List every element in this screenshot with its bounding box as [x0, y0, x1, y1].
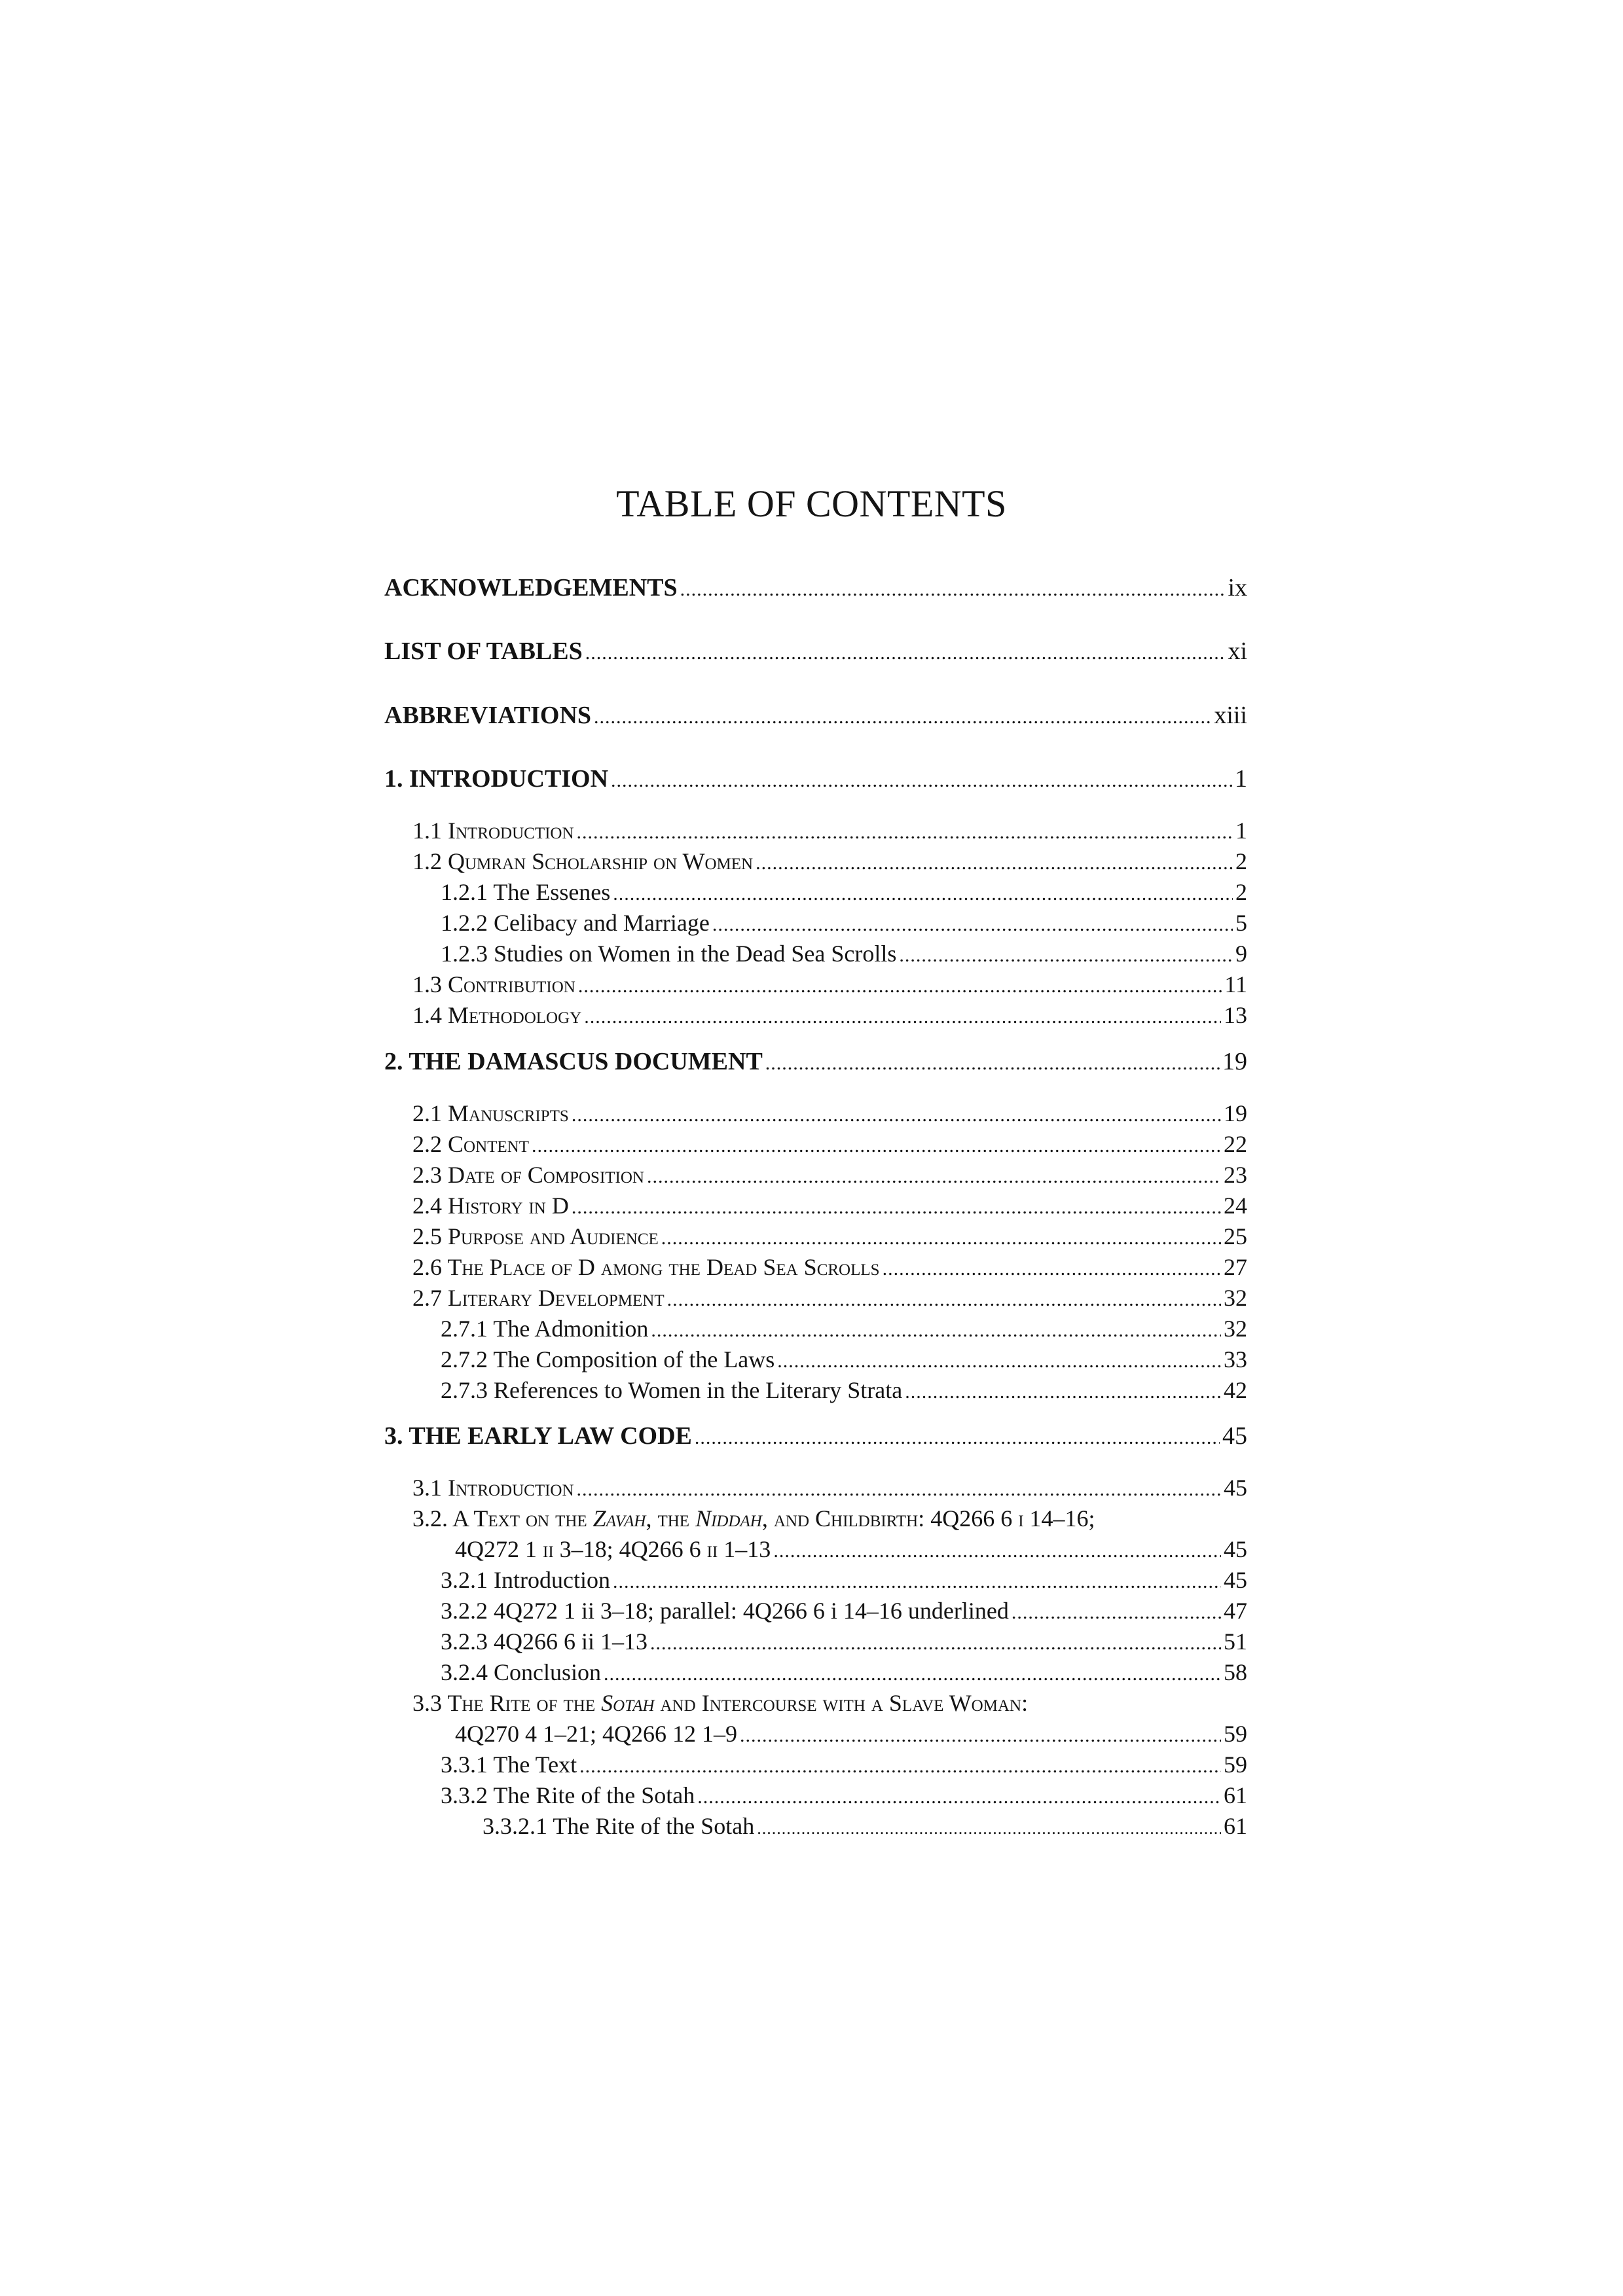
dot-leader: [650, 1628, 1221, 1659]
toc-entry-title: 1.2.3 Studies on Women in the Dead Sea Scrolls: [441, 941, 897, 967]
dot-leader: [584, 1002, 1221, 1032]
toc-entry-title: 1.4 Methodology: [412, 1002, 582, 1028]
toc-entry-title: 3.2.3 4Q266 6 ii 1–13: [441, 1628, 648, 1655]
toc-page-number: 33: [1224, 1346, 1247, 1372]
toc-entry-3-3-2[interactable]: [441, 1780, 1247, 1810]
dot-leader: [572, 1193, 1221, 1223]
toc-entry-title: 1.2.1 The Essenes: [441, 879, 611, 905]
toc-entry-3-2-title[interactable]: [412, 1503, 1095, 1534]
toc-page-number: 1: [1235, 817, 1247, 844]
toc-entry-title-part: , the: [646, 1505, 696, 1532]
toc-page-number: 45: [1224, 1567, 1247, 1593]
toc-entry-1-2-2[interactable]: [441, 908, 1247, 938]
toc-entry-title-part: 3.2. A Text on the: [412, 1505, 593, 1532]
dot-leader: [777, 1346, 1221, 1376]
toc-entry-title: 2. THE DAMASCUS DOCUMENT: [384, 1048, 763, 1075]
toc-entry-title: 3.1 Introduction: [412, 1475, 574, 1501]
toc-entry-1-4[interactable]: [412, 1000, 1247, 1030]
toc-entry-list-of-tables[interactable]: [384, 636, 1247, 667]
toc-entry-title-italic: Niddah: [695, 1505, 762, 1532]
toc-page-number: 13: [1224, 1002, 1247, 1028]
toc-entry-title: 4Q270 4 1–21; 4Q266 12 1–9: [455, 1721, 737, 1747]
toc-entry-acknowledgements[interactable]: [384, 572, 1247, 603]
toc-page-number: 61: [1224, 1782, 1247, 1808]
dot-leader: [712, 910, 1233, 940]
toc-entry-title: 4Q272 1 ii 3–18; 4Q266 6 ii 1–13: [455, 1536, 771, 1562]
toc-entry-title: 3.3.1 The Text: [441, 1751, 577, 1778]
toc-entry-title: 2.7.2 The Composition of the Laws: [441, 1346, 775, 1372]
toc-entry-chapter-1[interactable]: [384, 763, 1247, 795]
toc-entry-title-part: , and Childbirth: 4Q266 6 i 14–16;: [761, 1505, 1095, 1532]
toc-page-number: 23: [1224, 1162, 1247, 1188]
toc-page-number: 51: [1224, 1628, 1247, 1655]
toc-entry-title: 2.5 Purpose and Audience: [412, 1223, 659, 1249]
toc-entry-title: LIST OF TABLES: [384, 637, 583, 665]
toc-entry-3-2-1[interactable]: [441, 1565, 1247, 1595]
toc-entry-chapter-2[interactable]: [384, 1046, 1247, 1077]
toc-page-number: 47: [1224, 1598, 1247, 1624]
toc-entry-title: 2.4 History in D: [412, 1193, 569, 1219]
toc-entry-title: ACKNOWLEDGEMENTS: [384, 574, 678, 601]
toc-entry-2-4[interactable]: [412, 1191, 1247, 1221]
toc-page-number: 45: [1222, 1422, 1247, 1450]
toc-page-number: 25: [1224, 1223, 1247, 1249]
toc-page-number: 59: [1224, 1751, 1247, 1778]
toc-page-number: 11: [1224, 971, 1247, 997]
toc-entry-title: 2.7 Literary Development: [412, 1285, 665, 1311]
toc-entry-1-3[interactable]: [412, 969, 1247, 999]
toc-page-number: 61: [1224, 1813, 1247, 1839]
toc-entry-1-2-1[interactable]: [441, 877, 1247, 907]
toc-entry-1-2-3[interactable]: [441, 939, 1247, 969]
dot-leader: [532, 1131, 1221, 1161]
toc-entry-title: 1.2.2 Celibacy and Marriage: [441, 910, 710, 936]
dot-leader: [697, 1782, 1221, 1812]
toc-entry-title: 3.3.2.1 The Rite of the Sotah: [483, 1813, 755, 1839]
toc-page-number: 24: [1224, 1193, 1247, 1219]
toc-entry-2-2[interactable]: [412, 1129, 1247, 1159]
toc-entry-title: 2.7.3 References to Women in the Literary Strata: [441, 1377, 903, 1403]
dot-leader: [611, 765, 1232, 797]
toc-entry-title: 3.2.2 4Q272 1 ii 3–18; parallel: 4Q266 6 i 14–16 underlined: [441, 1598, 1009, 1624]
dot-leader: [572, 1100, 1221, 1130]
toc-page-number: 5: [1235, 910, 1247, 936]
toc-page-number: 2: [1235, 848, 1247, 874]
toc-entry-title: 2.3 Date of Composition: [412, 1162, 644, 1188]
toc-entry-title: 1.2 Qumran Scholarship on Women: [412, 848, 754, 874]
toc-page-number: 2: [1235, 879, 1247, 905]
dot-leader: [756, 848, 1233, 878]
toc-entry-1-1[interactable]: [412, 816, 1247, 846]
dot-leader: [577, 1475, 1221, 1505]
dot-leader: [883, 1254, 1221, 1284]
dot-leader: [613, 879, 1233, 909]
toc-entry-title-italic: Sotah: [601, 1690, 655, 1716]
toc-entry-title: 3.3.2 The Rite of the Sotah: [441, 1782, 695, 1808]
toc-entry-2-6[interactable]: [412, 1252, 1247, 1282]
toc-entry-2-7-2[interactable]: [441, 1344, 1247, 1374]
toc-entry-title: 2.7.1 The Admonition: [441, 1316, 649, 1342]
toc-entry-2-7[interactable]: [412, 1283, 1247, 1313]
toc-entry-title-part: and Intercourse with a Slave Woman:: [654, 1690, 1029, 1716]
dot-leader: [773, 1536, 1221, 1566]
toc-entry-abbreviations[interactable]: [384, 700, 1247, 731]
toc-entry-2-5[interactable]: [412, 1221, 1247, 1251]
dot-leader: [579, 1751, 1221, 1782]
dot-leader: [647, 1162, 1221, 1192]
toc-page-number: xi: [1228, 637, 1247, 665]
toc-page-number: 9: [1235, 941, 1247, 967]
toc-page-number: 32: [1224, 1285, 1247, 1311]
toc-page-number: 45: [1224, 1475, 1247, 1501]
toc-page-number: 27: [1224, 1254, 1247, 1280]
toc-page-number: 22: [1224, 1131, 1247, 1157]
toc-page-number: 45: [1224, 1536, 1247, 1562]
toc-entry-chapter-3[interactable]: [384, 1420, 1247, 1452]
toc-entry-title: 1.3 Contribution: [412, 971, 575, 997]
toc-entry-3-2-4[interactable]: [441, 1657, 1247, 1687]
toc-entry-title-part: 3.3 The Rite of the: [412, 1690, 602, 1716]
dot-leader: [613, 1567, 1221, 1597]
toc-entry-2-7-1[interactable]: [441, 1314, 1247, 1344]
toc-entry-2-1[interactable]: [412, 1098, 1247, 1128]
toc-entry-title: 2.6 The Place of D among the Dead Sea Scrolls: [412, 1254, 880, 1280]
toc-page-number: 32: [1224, 1316, 1247, 1342]
toc-page-number: ix: [1228, 574, 1247, 601]
toc-page-number: 58: [1224, 1659, 1247, 1685]
dot-leader: [695, 1422, 1220, 1454]
toc-entry-title: ABBREVIATIONS: [384, 702, 592, 729]
toc-page-number: 19: [1222, 1048, 1247, 1075]
toc-entry-title: 1. INTRODUCTION: [384, 765, 609, 793]
toc-entry-3-3[interactable]: [455, 1719, 1247, 1749]
toc-entry-3-2-2[interactable]: [441, 1596, 1247, 1626]
dot-leader: [905, 1377, 1221, 1407]
dot-leader: [585, 637, 1226, 669]
dot-leader: [899, 941, 1233, 971]
toc-entry-2-7-3[interactable]: [441, 1375, 1247, 1405]
toc-entry-title: 3.2.4 Conclusion: [441, 1659, 602, 1685]
toc-page-number: 19: [1224, 1100, 1247, 1126]
toc-entry-title-italic: Zavah: [593, 1505, 646, 1532]
toc-entry-title: 1.1 Introduction: [412, 817, 574, 844]
dot-leader: [578, 971, 1222, 1001]
dot-leader: [1012, 1598, 1221, 1628]
dot-leader: [594, 702, 1211, 733]
dot-leader: [577, 817, 1233, 848]
toc-entry-1-2[interactable]: [412, 846, 1247, 876]
toc-entry-title: 2.2 Content: [412, 1131, 529, 1157]
dot-leader: [667, 1285, 1221, 1315]
toc-entry-3-3-title[interactable]: [412, 1688, 1028, 1718]
toc-entry-title: 3.2.1 Introduction: [441, 1567, 610, 1593]
page-title: TABLE OF CONTENTS: [616, 482, 1007, 525]
dot-leader: [740, 1721, 1221, 1751]
dot-leader: [604, 1659, 1221, 1689]
toc-entry-3-3-1[interactable]: [441, 1749, 1247, 1780]
toc-entry-3-2-3[interactable]: [441, 1626, 1247, 1657]
toc-page-number: 59: [1224, 1721, 1247, 1747]
toc-entry-title: 3. THE EARLY LAW CODE: [384, 1422, 692, 1450]
dot-leader: [765, 1048, 1220, 1079]
dot-leader: [680, 574, 1226, 605]
dot-leader: [757, 1814, 1221, 1844]
dot-leader: [651, 1316, 1221, 1346]
toc-entry-3-1[interactable]: [412, 1473, 1247, 1503]
toc-entry-3-2[interactable]: [455, 1534, 1247, 1564]
dot-leader: [661, 1223, 1221, 1253]
toc-entry-title: 2.1 Manuscripts: [412, 1100, 569, 1126]
toc-entry-2-3[interactable]: [412, 1160, 1247, 1190]
toc-page-number: 1: [1235, 765, 1247, 793]
toc-entry-3-3-2-1[interactable]: [483, 1811, 1247, 1841]
toc-page-number: xiii: [1214, 702, 1247, 729]
toc-page-number: 42: [1224, 1377, 1247, 1403]
